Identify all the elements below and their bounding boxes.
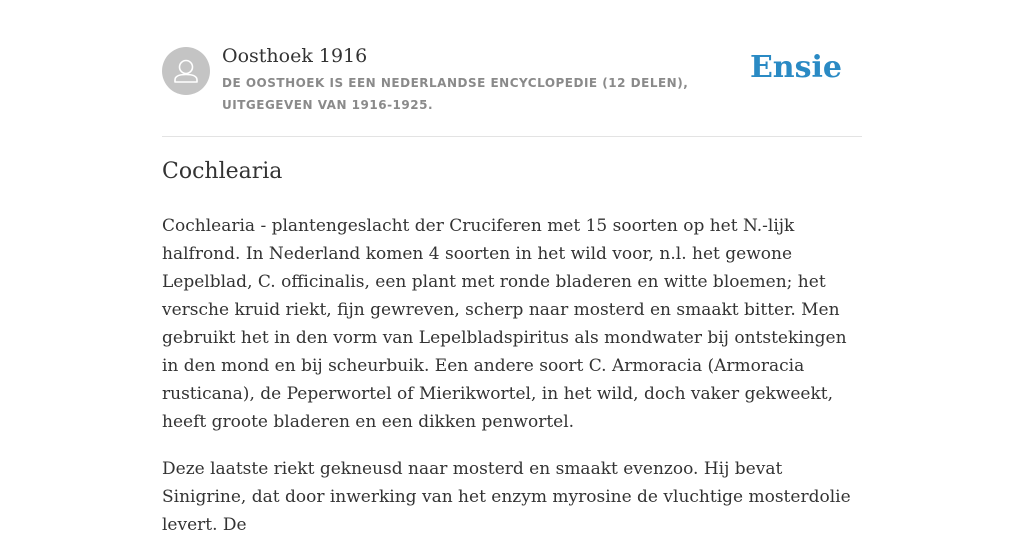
source-header bbox=[162, 0, 862, 137]
article-paragraph-2: Deze laatste riekt gekneusd naar mosterd en smaakt evenzoo. Hij bevat Sinigrine, dat door inwerking van het enzym myrosine de vluchtige mosterdolie levert. De bbox=[162, 459, 851, 535]
source-avatar[interactable] bbox=[162, 47, 210, 95]
article-title: Cochlearia bbox=[162, 159, 283, 184]
content-column bbox=[162, 0, 862, 535]
user-outline-icon bbox=[162, 47, 210, 95]
ensie-logo[interactable]: Ensie bbox=[749, 50, 842, 85]
source-description: DE OOSTHOEK IS EEN NEDERLANDSE ENCYCLOPEDIE (12 DELEN), UITGEGEVEN VAN 1916-1925. bbox=[222, 76, 689, 112]
article-body bbox=[162, 212, 862, 558]
article-paragraph-1: Cochlearia - plantengeslacht der Cruciferen met 15 soorten op het N.-lijk halfrond. In Nederland komen 4 soorten in het wild voor, n.l. het gewone Lepelblad, C. officinalis, een plant met ronde bladeren en witte bloemen; het versche kruid riekt, fijn gewreven, scherp naar mosterd en smaakt bitter. Men gebruikt het in den vorm van Lepelbladspiritus als mondwater bij ontstekingen in den mond en bij scheurbuik. Een andere soort C. Armoracia (Armoracia rusticana), de Peperwortel of Mierikwortel, in het wild, doch vaker gekweekt, heeft groote bladeren en een dikken penwortel. bbox=[162, 216, 847, 432]
source-title[interactable]: Oosthoek 1916 bbox=[222, 45, 368, 67]
